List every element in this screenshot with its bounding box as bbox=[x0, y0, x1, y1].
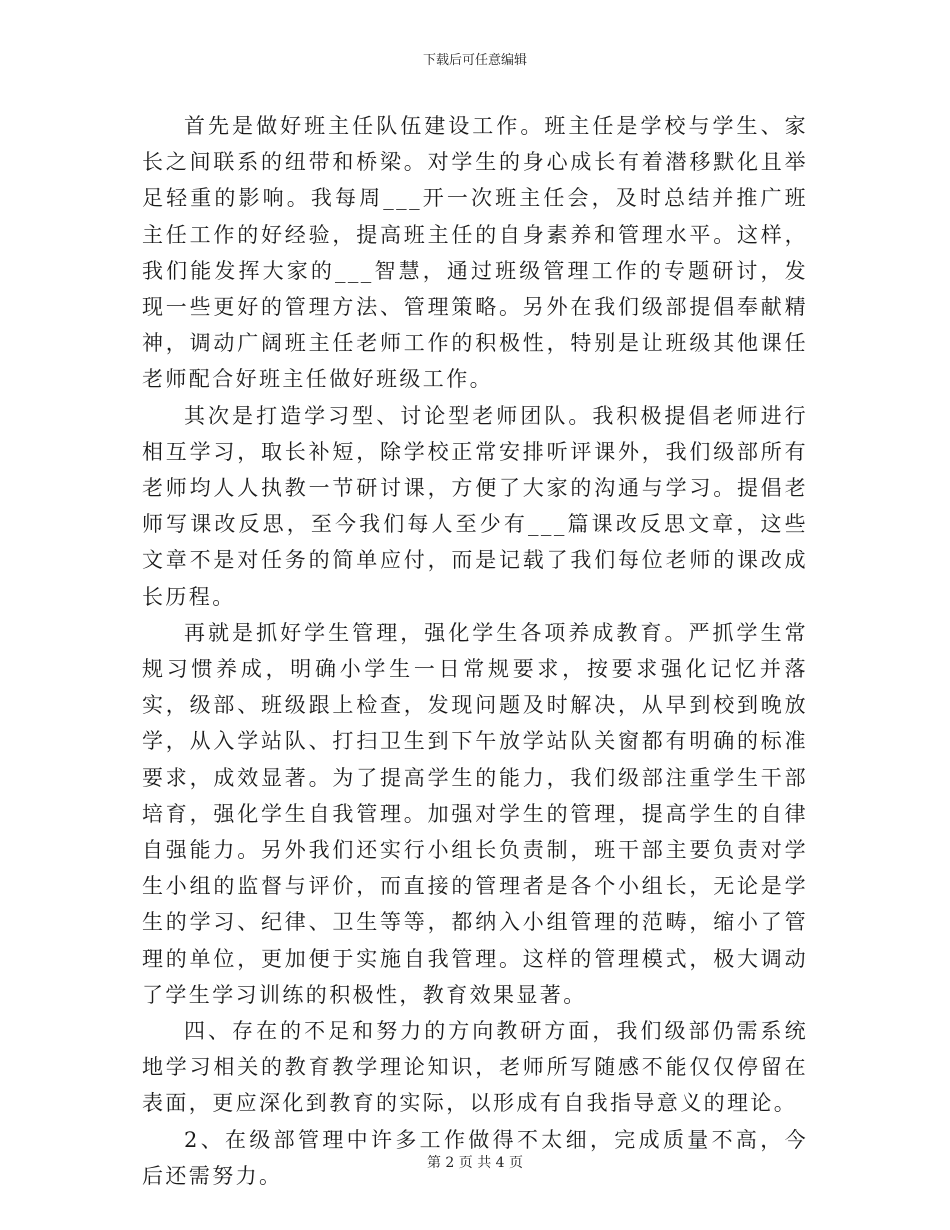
paragraph-class-teacher-team: 首先是做好班主任队伍建设工作。班主任是学校与学生、家长之间联系的纽带和桥梁。对学生的身心成长有着潜移默化且举足轻重的影响。我每周___开一次班主任会，及时总结并推广班主任工作的好经验，提高班主任的自身素养和管理水平。这样，我们能发挥大家的___智慧，通过班级管理工作的专题研讨，发现一些更好的管理方法、管理策略。另外在我们级部提倡奉献精神，调动广阔班主任老师工作的积极性，特别是让班级其他课任老师配合好班主任做好班级工作。 bbox=[142, 114, 808, 392]
paragraph-shortcomings: 四、存在的不足和努力的方向教研方面，我们级部仍需系统地学习相关的教育教学理论知识，老师所写随感不能仅仅停留在表面，更应深化到教育的实际，以形成有自我指导意义的理论。 bbox=[142, 1019, 808, 1116]
page-header: 下载后可任意编辑 bbox=[422, 53, 527, 68]
document-body bbox=[142, 108, 808, 1194]
paragraph-student-management: 再就是抓好学生管理，强化学生各项养成教育。严抓学生常规习惯养成，明确小学生一日常规要求，按要求强化记忆并落实，级部、班级跟上检查，发现问题及时解决，从早到校到晚放学，从入学站队、打扫卫生到下午放学站队关窗都有明确的标准要求，成效显著。为了提高学生的能力，我们级部注重学生干部培育，强化学生自我管理。加强对学生的管理，提高学生的自律自强能力。另外我们还实行小组长负责制，班干部主要负责对学生小组的监督与评价，而直接的管理者是各个小组长，无论是学生的学习、纪律、卫生等等，都纳入小组管理的范畴，缩小了管理的单位，更加便于实施自我管理。这样的管理模式，极大调动了学生学习训练的积极性，教育效果显著。 bbox=[142, 620, 808, 1007]
paragraph-improvement: 2、在级部管理中许多工作做得不太细，完成质量不高，今后还需努力。 bbox=[142, 1127, 808, 1188]
page-number: 第 2 页 共 4 页 bbox=[426, 1155, 524, 1171]
paragraph-teacher-team: 其次是打造学习型、讨论型老师团队。我积极提倡老师进行相互学习，取长补短，除学校正常安排听评课外，我们级部所有老师均人人执教一节研讨课，方便了大家的沟通与学习。提倡老师写课改反思，至今我们每人至少有___篇课改反思文章，这些文章不是对任务的简单应付，而是记载了我们每位老师的课改成长历程。 bbox=[142, 403, 808, 609]
